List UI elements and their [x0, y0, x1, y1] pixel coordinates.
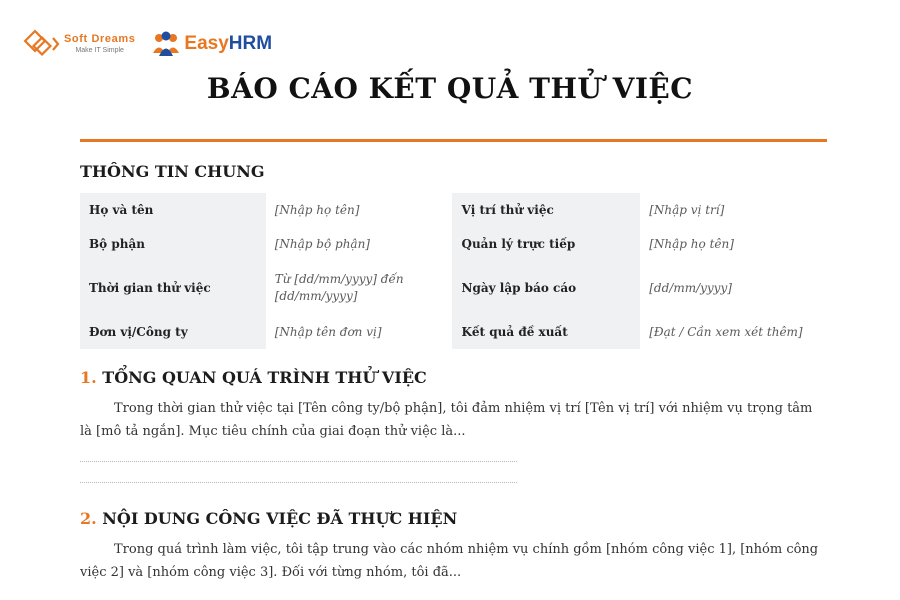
- document-title: BÁO CÁO KẾT QUẢ THỬ VIỆC: [206, 72, 694, 105]
- general-info-heading: THÔNG TIN CHUNG: [80, 162, 265, 181]
- value-probation-position[interactable]: [Nhập vị trí]: [649, 202, 725, 217]
- label-proposed-result: Kết quả đề xuất: [452, 315, 640, 349]
- value-full-name[interactable]: [Nhập họ tên]: [274, 202, 360, 217]
- section-2-number: 2.: [80, 509, 97, 528]
- section-1-body[interactable]: Trong thời gian thử việc tại [Tên công ty/bộ phận], tôi đảm nhiệm vị trí [Tên vị trí] với nhiệm vụ trọng tâm là [mô tả ngắn]. Mục tiêu chính của giai đoạn thử việc là...: [80, 401, 813, 439]
- info-row: [80, 193, 827, 227]
- info-row: [80, 227, 827, 261]
- section-2-title: NỘI DUNG CÔNG VIỆC ĐÃ THỰC HIỆN: [102, 509, 458, 528]
- dotted-writing-line: [80, 482, 517, 483]
- softdreams-tagline: Make IT Simple: [75, 47, 124, 54]
- softdreams-name-dreams: Dreams: [91, 33, 136, 45]
- label-probation-position: Vị trí thử việc: [452, 193, 640, 227]
- label-company-unit: Đơn vị/Công ty: [80, 315, 266, 349]
- label-report-date: Ngày lập báo cáo: [452, 261, 640, 315]
- section-1-title: TỔNG QUAN QUÁ TRÌNH THỬ VIỆC: [102, 368, 427, 387]
- value-direct-manager[interactable]: [Nhập họ tên]: [649, 236, 734, 251]
- value-probation-period[interactable]: Từ [dd/mm/yyyy] đến [dd/mm/yyyy]: [274, 272, 404, 303]
- section-1-number: 1.: [80, 368, 97, 387]
- header-logos: [22, 28, 272, 60]
- label-department: Bộ phận: [80, 227, 266, 261]
- value-department[interactable]: [Nhập bộ phận]: [274, 236, 370, 251]
- value-company-unit[interactable]: [Nhập tên đơn vị]: [274, 324, 382, 339]
- section-1-heading: [80, 368, 427, 387]
- label-direct-manager: Quản lý trực tiếp: [452, 227, 640, 261]
- value-report-date[interactable]: [dd/mm/yyyy]: [649, 280, 732, 295]
- dotted-writing-line: [80, 461, 517, 462]
- value-proposed-result[interactable]: [Đạt / Cần xem xét thêm]: [649, 324, 803, 339]
- info-row: [80, 261, 827, 315]
- easyhrm-name-hrm: HRM: [228, 33, 273, 54]
- info-row: [80, 315, 827, 349]
- softdreams-mark-icon: [22, 28, 62, 60]
- softdreams-name-soft: Soft: [64, 33, 88, 45]
- label-full-name: Họ và tên: [80, 193, 266, 227]
- title-divider: [80, 139, 827, 142]
- easyhrm-people-icon: [151, 29, 181, 59]
- easyhrm-name-easy: Easy: [184, 33, 229, 54]
- label-probation-period: Thời gian thử việc: [80, 261, 266, 315]
- easyhrm-logo: [151, 29, 272, 59]
- section-2-heading: [80, 509, 457, 528]
- section-2-body[interactable]: Trong quá trình làm việc, tôi tập trung vào các nhóm nhiệm vụ chính gồm [nhóm công việc 1], [nhóm công việc 2] và [nhóm công việc 3]. Đối với từng nhóm, tôi đã...: [80, 542, 819, 580]
- general-info-table: [80, 193, 827, 349]
- softdreams-logo: [22, 28, 135, 60]
